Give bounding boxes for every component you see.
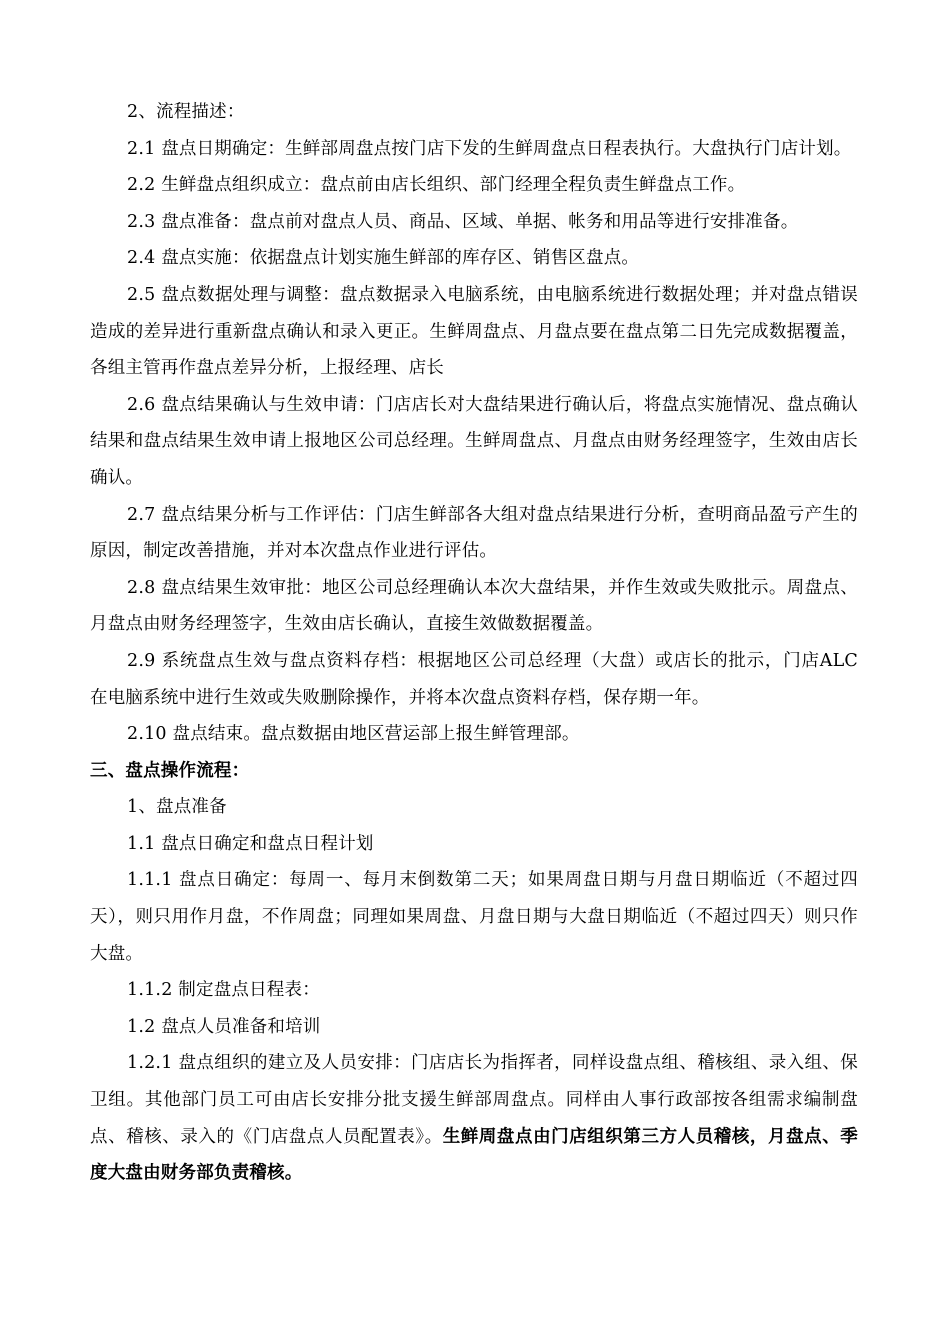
paragraph-2-2: 2.2 生鲜盘点组织成立：盘点前由店长组织、部门经理全程负责生鲜盘点工作。 (127, 175, 746, 196)
paragraph-2-1: 2.1 盘点日期确定：生鲜部周盘点按门店下发的生鲜周盘点日程表执行。大盘执行门店计划。 (127, 138, 852, 159)
paragraph-2-7: 2.7 盘点结果分析与工作评估：门店生鲜部各大组对盘点结果进行分析，查明商品盈亏产生的原因，制定改善措施，并对本次盘点作业进行评估。 (90, 504, 858, 562)
paragraph-2-8: 2.8 盘点结果生效审批：地区公司总经理确认本次大盘结果，并作生效或失败批示。周盘点、月盘点由财务经理签字，生效由店长确认，直接生效做数据覆盖。 (90, 577, 858, 635)
paragraph-2-6: 2.6 盘点结果确认与生效申请：门店店长对大盘结果进行确认后，将盘点实施情况、盘点确认结果和盘点结果生效申请上报地区公司总经理。生鲜周盘点、月盘点由财务经理签字，生效由店长确认。 (90, 394, 858, 488)
paragraph-2-9: 2.9 系统盘点生效与盘点资料存档：根据地区公司总经理（大盘）或店长的批示，门店ALC 在电脑系统中进行生效或失败删除操作，并将本次盘点资料存档，保存期一年。 (90, 650, 858, 708)
document-body (90, 94, 858, 1192)
paragraph-process-title: 2、流程描述： (127, 102, 245, 122)
paragraph-2-5: 2.5 盘点数据处理与调整：盘点数据录入电脑系统，由电脑系统进行数据处理；并对盘点错误造成的差异进行重新盘点确认和录入更正。生鲜周盘点、月盘点要在盘点第二日先完成数据覆盖，各组主管再作盘点差异分析，上报经理、店长 (90, 284, 858, 379)
paragraph-1-2-1-text: 1.2.1 盘点组织的建立及人员安排：门店店长为指挥者，同样设盘点组、稽核组、录入组、保卫组。其他部门员工可由店长安排分批支援生鲜部周盘点。同样由人事行政部按各组需求编制盘点、稽核、录入的《门店盘点人员配置表》。 (90, 1053, 858, 1147)
paragraph-1-prep: 1、盘点准备 (127, 797, 227, 818)
paragraph-2-10: 2.10 盘点结束。盘点数据由地区营运部上报生鲜管理部。 (127, 724, 580, 745)
paragraph-2-3: 2.3 盘点准备：盘点前对盘点人员、商品、区域、单据、帐务和用品等进行安排准备。 (127, 211, 799, 232)
paragraph-1-1-1: 1.1.1 盘点日确定：每周一、每月末倒数第二天；如果周盘日期与月盘日期临近（不超过四天），则只用作月盘，不作周盘；同理如果周盘、月盘日期与大盘日期临近（不超过四天）则只作大盘。 (90, 870, 858, 964)
paragraph-1-2-1 (90, 1045, 858, 1191)
paragraph-1-2: 1.2 盘点人员准备和培训 (127, 1016, 321, 1037)
section-heading-3: 三、盘点操作流程： (90, 760, 250, 781)
paragraph-1-1: 1.1 盘点日确定和盘点日程计划 (127, 833, 374, 854)
paragraph-1-2-1-bold-text: 生鲜周盘点由门店组织第三方人员稽核，月盘点、季度大盘由财务部负责稽核。 (90, 1126, 858, 1184)
paragraph-2-4: 2.4 盘点实施：依据盘点计划实施生鲜部的库存区、销售区盘点。 (127, 248, 640, 269)
paragraph-1-1-2: 1.1.2 制定盘点日程表： (127, 980, 320, 1001)
